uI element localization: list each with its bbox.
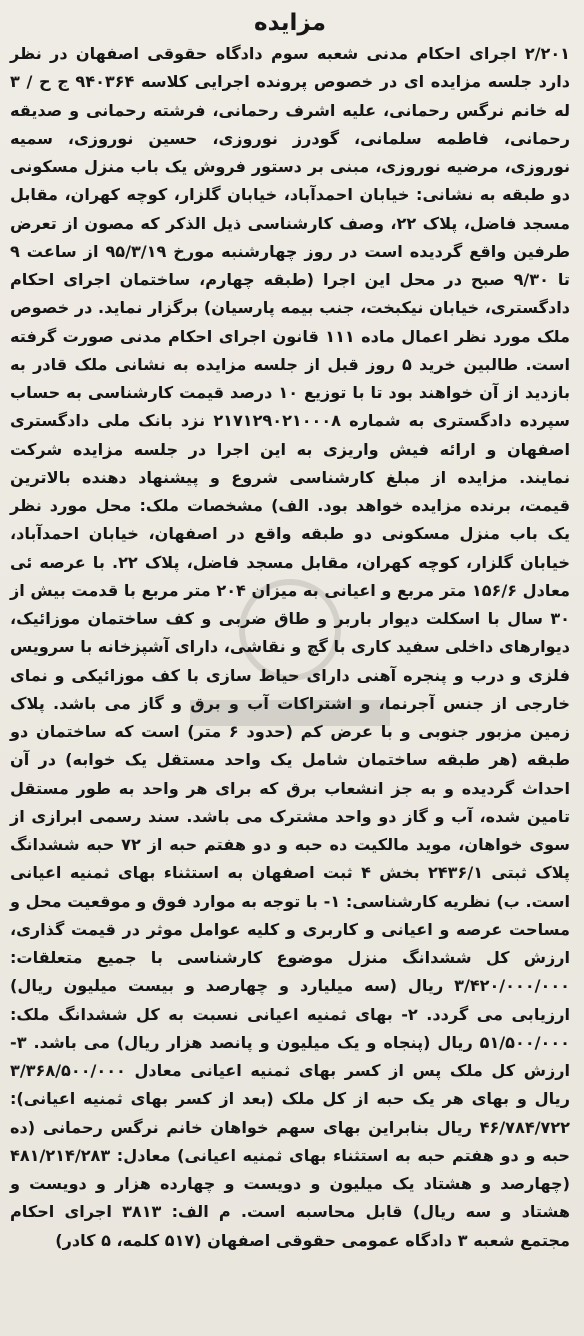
notice-title: مزایده: [254, 10, 326, 36]
notice-body: ۲/۲۰۱ اجرای احکام مدنی شعبه سوم دادگاه حقوقی اصفهان در نظر دارد جلسه مزایده ای در خصوص پرونده اجرایی کلاسه ۹۴۰۳۶۴ ج ح / ۳ له خانم نرگس رحمانی، علیه اشرف رحمانی، فرشته رحمانی و صدیقه رحمانی، فاطمه سلمانی، گودرز نوروزی، حسین نوروزی، سمیه نوروزی، مرضیه نوروزی، مبنی بر دستور فروش یک باب منزل مسکونی دو طبقه به نشانی: خیابان احمدآباد، خیابان گلزار، کوچه کهران، مقابل مسجد فاضل، پلاک ۲۲، وصف کارشناسی ذیل الذکر که مصون از تعرض طرفین واقع گردیده است در روز چهارشنبه مورخ ۹۵/۳/۱۹ از ساعت ۹ تا ۹/۳۰ صبح در محل این اجرا (طبقه چهارم، ساختمان اجرای احکام دادگستری، خیابان نیکبخت، جنب بیمه پارسیان) برگزار نماید. در خصوص ملک مورد نظر اعمال ماده ۱۱۱ قانون اجرای احکام مدنی صورت گرفته است. طالبین خرید ۵ روز قبل از جلسه مزایده به نشانی ملک قادر به بازدید از آن خواهند بود تا با توزیع ۱۰ درصد قیمت کارشناسی به حساب سپرده دادگستری به شماره ۲۱۷۱۲۹۰۲۱۰۰۰۸ نزد بانک ملی دادگستری اصفهان و ارائه فیش واریزی به این اجرا در جلسه مزایده شرکت نمایند. مزایده از مبلغ کارشناسی شروع و پیشنهاد دهنده بالاترین قیمت، برنده مزایده خواهد بود. الف) مشخصات ملک: محل مورد نظر یک باب منزل مسکونی دو طبقه واقع در اصفهان، خیابان احمدآباد، خیابان گلزار، کوچه کهران، مقابل مسجد فاضل، پلاک ۲۲. با عرصه ئی معادل ۱۵۶/۶ متر مربع و اعیانی به میزان ۲۰۴ متر مربع با قدمت بیش از ۳۰ سال با اسکلت دیوار باربر و طاق ضربی و کف ساختمان موزائیک، دیوارهای داخلی سفید کاری با گچ و نقاشی، دارای آشپزخانه با سرویس فلزی و درب و پنجره آهنی دارای حیاط سازی با کف موزائیکی و نمای خارجی از جنس آجرنما، و اشتراکات آب و برق و گاز می باشد. پلاک زمین مزبور جنوبی و با عرض کم (حدود ۶ متر) است که ساختمان دو طبقه (هر طبقه ساختمان شامل یک واحد مستقل یک خوابه) در آن احداث گردیده و به جز انشعاب برق که برای هر واحد به طور مستقل تامین شده، آب و گاز دو واحد مشترک می باشد. سند رسمی ابرازی از سوی خواهان، موید مالکیت ده حبه و دو هفتم حبه از ۷۲ حبه ششدانگ پلاک ثبتی ۲۴۳۶/۱ بخش ۴ ثبت اصفهان به استثناء بهای ثمنیه اعیانی است. ب) نظریه کارشناسی: ۱- با توجه به موارد فوق و موقعیت محل و مساحت عرصه و اعیانی و کاربری و کلیه عوامل موثر در قیمت گذاری، ارزش کل ششدانگ منزل موضوع کارشناسی با جمیع متعلقات: ۳/۴۲۰/۰۰۰/۰۰۰ ریال (سه میلیارد و چهارصد و بیست میلیون ریال) ارزیابی می گردد. ۲- بهای ثمنیه اعیانی نسبت به کل ششدانگ ملک: ۵۱/۵۰۰/۰۰۰ ریال (پنجاه و یک میلیون و پانصد هزار ریال) می باشد. ۳- ارزش کل ملک پس از کسر بهای ثمنیه اعیانی معادل ۳/۳۶۸/۵۰۰/۰۰۰ ریال و بهای هر یک حبه از کل ملک (بعد از کسر بهای ثمنیه اعیانی): ۴۶/۷۸۴/۷۲۲ ریال بنابراین بهای سهم خواهان خانم نرگس رحمانی (ده حبه و دو هفتم حبه به استثناء بهای ثمنیه اعیانی) معادل: ۴۸۱/۲۱۴/۲۸۳ (چهارصد و هشتاد یک میلیون و دویست و چهارده هزار و دویست و هشتاد و سه ریال) قابل محاسبه است. م الف: ۳۸۱۳ اجرای احکام مجتمع شعبه ۳ دادگاه عمومی حقوقی اصفهان (۵۱۷ کلمه، ۵ کادر): [9, 44, 571, 1250]
